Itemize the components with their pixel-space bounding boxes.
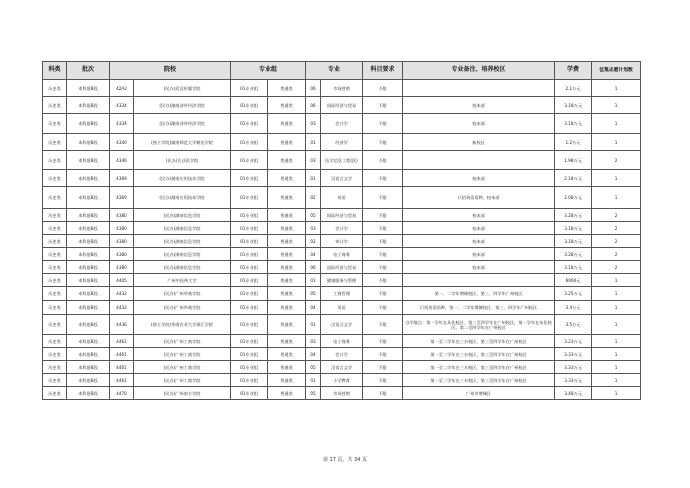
major-name-cell: 国际经济与贸易	[321, 209, 363, 222]
header-institution: 院校	[110, 62, 231, 80]
subject-category-cell: 历史类	[43, 235, 67, 248]
subject-requirement-cell: 不限	[363, 222, 403, 235]
tuition-cell: 2.18万元	[555, 170, 592, 187]
tuition-cell: 3.33万元	[555, 361, 592, 374]
subject-category-cell: 历史类	[43, 222, 67, 235]
batch-cell: 本科批B段	[67, 80, 110, 97]
major-notes-cell: 校本部	[403, 97, 555, 114]
enrollment-type-cell: 普通类	[268, 80, 306, 97]
major-group-cell: 01专业组	[231, 261, 268, 274]
tuition-cell: 3.23万元	[555, 335, 592, 348]
major-notes-cell: 只招英语语种，第一、二学年增城校区，第三、四学年广州校区	[403, 301, 555, 315]
tuition-cell: 3.18万元	[555, 97, 592, 114]
table-row	[43, 97, 641, 114]
subject-requirement-cell: 不限	[363, 248, 403, 261]
institution-name-cell: (民办)湖南信息学院	[134, 261, 231, 274]
major-notes-cell: 校本部	[403, 114, 555, 134]
subject-requirement-cell: 不限	[363, 274, 403, 287]
subject-category-cell: 历史类	[43, 387, 67, 400]
enrollment-type-cell: 普通类	[268, 287, 306, 301]
institution-code-cell: 4380	[110, 235, 134, 248]
subject-requirement-cell: 不限	[363, 301, 403, 315]
enrollment-type-cell: 普通类	[268, 361, 306, 374]
major-notes-cell: 只招英语语种，校本部	[403, 187, 555, 209]
major-name-cell: 英语	[321, 187, 363, 209]
major-name-cell: 电子商务	[321, 248, 363, 261]
major-notes-cell: 第一至二学年在三水校区，第三至四学年在广州校区	[403, 374, 555, 387]
major-code-cell: 04	[306, 348, 321, 361]
table-row	[43, 209, 641, 222]
institution-name-cell: (民办)广州工商学院	[134, 374, 231, 387]
subject-requirement-cell: 不限	[363, 315, 403, 335]
enrollment-type-cell: 普通类	[268, 335, 306, 348]
table-row	[43, 114, 641, 134]
institution-code-cell: 4380	[110, 222, 134, 235]
major-name-cell: 会计学	[321, 222, 363, 235]
major-code-cell: 06	[306, 97, 321, 114]
major-name-cell: 汉语言文学	[321, 361, 363, 374]
institution-code-cell: 4369	[110, 187, 134, 209]
subject-requirement-cell: 不限	[363, 80, 403, 97]
major-name-cell: 健康服务与管理	[321, 274, 363, 287]
subject-requirement-cell: 不限	[363, 335, 403, 348]
subject-category-cell: 历史类	[43, 335, 67, 348]
major-code-cell: 03	[306, 335, 321, 348]
institution-name-cell: (民办)湖南涉外经济学院	[134, 97, 231, 114]
table-row	[43, 387, 641, 400]
batch-cell: 本科批B段	[67, 187, 110, 209]
enrollment-type-cell: 普通类	[268, 348, 306, 361]
subject-requirement-cell: 不限	[363, 235, 403, 248]
tuition-cell: 3.25万元	[555, 287, 592, 301]
major-name-cell: 国际经济与贸易	[321, 261, 363, 274]
major-group-cell: 01专业组	[231, 134, 268, 151]
table-row	[43, 315, 641, 335]
major-group-cell: 01专业组	[231, 361, 268, 374]
plan-count-cell: 1	[592, 348, 641, 361]
batch-cell: 本科批B段	[67, 114, 110, 134]
major-name-cell: 会计学	[321, 114, 363, 134]
table-row	[43, 301, 641, 315]
institution-name-cell: (民办)湖南信息学院	[134, 235, 231, 248]
tuition-cell: 3.4万元	[555, 301, 592, 315]
tuition-cell: 1.98万元	[555, 151, 592, 170]
subject-requirement-cell: 不限	[363, 170, 403, 187]
major-notes-cell	[403, 274, 555, 287]
subject-category-cell: 历史类	[43, 114, 67, 134]
batch-cell: 本科批B段	[67, 222, 110, 235]
header-tuition: 学费	[555, 62, 592, 80]
major-code-cell: 01	[306, 274, 321, 287]
major-code-cell: 05	[306, 361, 321, 374]
tuition-cell: 6060元	[555, 274, 592, 287]
institution-name-cell: (民办)广州工商学院	[134, 361, 231, 374]
enrollment-type-cell: 普通类	[268, 114, 306, 134]
major-name-cell: 工商管理	[321, 287, 363, 301]
batch-cell: 本科批B段	[67, 374, 110, 387]
batch-cell: 本科批B段	[67, 261, 110, 274]
plan-count-cell: 1	[592, 287, 641, 301]
plan-count-cell: 1	[592, 274, 641, 287]
table-row	[43, 348, 641, 361]
subject-category-cell: 历史类	[43, 361, 67, 374]
enrollment-type-cell: 普通类	[268, 315, 306, 335]
major-name-cell: 小学教育	[321, 374, 363, 387]
table-row	[43, 335, 641, 348]
major-name-cell: 市场营销	[321, 387, 363, 400]
subject-category-cell: 历史类	[43, 209, 67, 222]
subject-requirement-cell: 不限	[363, 134, 403, 151]
enrollment-type-cell: 普通类	[268, 387, 306, 400]
table-row	[43, 274, 641, 287]
major-code-cell: 01	[306, 170, 321, 187]
tuition-cell: 3.18万元	[555, 261, 592, 274]
header-subject-category: 科类	[43, 62, 67, 80]
institution-code-cell: 4380	[110, 248, 134, 261]
header-subject-requirement: 科目要求	[363, 62, 403, 80]
major-code-cell: 01	[306, 374, 321, 387]
institution-name-cell: (独立学院)华南农业大学珠江学院	[134, 315, 231, 335]
major-code-cell: 01	[306, 134, 321, 151]
institution-code-cell: 4461	[110, 374, 134, 387]
major-code-cell: 03	[306, 114, 321, 134]
enrollment-type-cell: 普通类	[268, 222, 306, 235]
major-name-cell: 英语	[321, 301, 363, 315]
institution-code-cell: 4461	[110, 348, 134, 361]
table-row	[43, 151, 641, 170]
major-notes-cell: 第一至二学年在三水校区，第三至四学年在广州校区	[403, 348, 555, 361]
major-notes-cell: 第一至二学年在三水校区，第三至四学年在广州校区	[403, 335, 555, 348]
batch-cell: 本科批B段	[67, 97, 110, 114]
major-code-cell: 03	[306, 151, 321, 170]
table-row	[43, 170, 641, 187]
enrollment-type-cell: 普通类	[268, 151, 306, 170]
major-group-cell: 01专业组	[231, 287, 268, 301]
major-group-cell: 01专业组	[231, 301, 268, 315]
major-notes-cell: 办学地点：第一学年在从化校区，第二至四学年在广州校区，第一学年在从化校区，第二至四学年在广州校区	[403, 315, 555, 335]
major-group-cell: 01专业组	[231, 235, 268, 248]
major-code-cell: 04	[306, 248, 321, 261]
major-code-cell: 06	[306, 261, 321, 274]
major-code-cell: 05	[306, 287, 321, 301]
table-row	[43, 134, 641, 151]
header-major-group: 专业组	[231, 62, 306, 80]
header-plan-count: 征集志愿计划数	[592, 62, 641, 80]
tuition-cell: 1.2万元	[555, 134, 592, 151]
enrollment-type-cell: 普通类	[268, 235, 306, 248]
plan-count-cell: 2	[592, 222, 641, 235]
major-group-cell: 01专业组	[231, 97, 268, 114]
enrollment-type-cell: 普通类	[268, 274, 306, 287]
institution-name-cell: (民办)广州工商学院	[134, 335, 231, 348]
institution-code-cell: 4470	[110, 387, 134, 400]
institution-code-cell: 4432	[110, 301, 134, 315]
major-name-cell: 电子商务	[321, 335, 363, 348]
subject-category-cell: 历史类	[43, 80, 67, 97]
subject-category-cell: 历史类	[43, 97, 67, 114]
institution-name-cell: (民办)广州华商学院	[134, 287, 231, 301]
plan-count-cell: 2	[592, 151, 641, 170]
major-code-cell: 06	[306, 80, 321, 97]
enrollment-type-cell: 普通类	[268, 97, 306, 114]
batch-cell: 本科批B段	[67, 134, 110, 151]
subject-requirement-cell: 不限	[363, 374, 403, 387]
plan-count-cell: 1	[592, 335, 641, 348]
major-group-cell: 01专业组	[231, 80, 268, 97]
major-group-cell: 01专业组	[231, 151, 268, 170]
institution-code-cell: 4461	[110, 335, 134, 348]
plan-count-cell: 1	[592, 387, 641, 400]
institution-code-cell: 4369	[110, 170, 134, 187]
tuition-cell: 3.18万元	[555, 222, 592, 235]
header-major: 专业	[306, 62, 363, 80]
subject-category-cell: 历史类	[43, 287, 67, 301]
plan-count-cell: 1	[592, 374, 641, 387]
major-notes-cell: 校本部	[403, 222, 555, 235]
subject-requirement-cell: 不限	[363, 387, 403, 400]
institution-name-cell: 广州中医药大学	[134, 274, 231, 287]
major-notes-cell	[403, 151, 555, 170]
subject-category-cell: 历史类	[43, 274, 67, 287]
page-number-footer: 第 17 页，共 34 页	[322, 457, 368, 463]
major-group-cell: 01专业组	[231, 274, 268, 287]
batch-cell: 本科批B段	[67, 335, 110, 348]
tuition-cell: 3.5万元	[555, 315, 592, 335]
batch-cell: 本科批B段	[67, 274, 110, 287]
subject-category-cell: 历史类	[43, 248, 67, 261]
batch-cell: 本科批B段	[67, 315, 110, 335]
subject-category-cell: 历史类	[43, 261, 67, 274]
header-batch: 批次	[67, 62, 110, 80]
subject-requirement-cell: 不限	[363, 187, 403, 209]
enrollment-type-cell: 普通类	[268, 374, 306, 387]
enrollment-type-cell: 普通类	[268, 187, 306, 209]
tuition-cell: 3.48万元	[555, 387, 592, 400]
institution-code-cell: 4380	[110, 261, 134, 274]
table-row	[43, 248, 641, 261]
plan-count-cell: 1	[592, 80, 641, 97]
major-notes-cell: 新校区	[403, 134, 555, 151]
major-group-cell: 01专业组	[231, 248, 268, 261]
major-code-cell: 02	[306, 187, 321, 209]
table-row	[43, 187, 641, 209]
major-name-cell: 汉语言文学	[321, 315, 363, 335]
major-code-cell: 04	[306, 301, 321, 315]
institution-name-cell: (民办)湖南应用技术学院	[134, 170, 231, 187]
batch-cell: 本科批B段	[67, 209, 110, 222]
batch-cell: 本科批B段	[67, 361, 110, 374]
tuition-cell: 3.18万元	[555, 235, 592, 248]
institution-name-cell: (民办)武汉传媒学院	[134, 80, 231, 97]
batch-cell: 本科批B段	[67, 287, 110, 301]
major-name-cell: 市场营销	[321, 80, 363, 97]
subject-requirement-cell: 不限	[363, 361, 403, 374]
plan-count-cell: 1	[592, 315, 641, 335]
major-notes-cell	[403, 80, 555, 97]
major-name-cell: 审计学	[321, 235, 363, 248]
institution-code-cell: 4432	[110, 287, 134, 301]
batch-cell: 本科批B段	[67, 387, 110, 400]
plan-count-cell: 1	[592, 187, 641, 209]
subject-category-cell: 历史类	[43, 348, 67, 361]
major-code-cell: 05	[306, 387, 321, 400]
major-notes-cell: 校本部	[403, 209, 555, 222]
institution-name-cell: (民办)广州南方学院	[134, 387, 231, 400]
subject-requirement-cell: 不限	[363, 209, 403, 222]
plan-count-cell: 2	[592, 235, 641, 248]
major-notes-cell: 校本部	[403, 235, 555, 248]
major-code-cell: 03	[306, 222, 321, 235]
major-notes-cell: 第一、二学年增城校区，第三、四学年广州校区	[403, 287, 555, 301]
institution-code-cell: 4334	[110, 114, 134, 134]
institution-code-cell: 4461	[110, 361, 134, 374]
institution-name-cell: (民办)湖南涉外经济学院	[134, 114, 231, 134]
subject-requirement-cell: 不限	[363, 287, 403, 301]
header-major-notes: 专业备注、培养校区	[403, 62, 555, 80]
institution-name-cell: (民办)湖南应用技术学院	[134, 187, 231, 209]
major-group-cell: 01专业组	[231, 222, 268, 235]
tuition-cell: 3.18万元	[555, 114, 592, 134]
major-name-cell: 汉语言文学	[321, 170, 363, 187]
major-group-cell: 01专业组	[231, 114, 268, 134]
major-group-cell: 01专业组	[231, 387, 268, 400]
subject-category-cell: 历史类	[43, 301, 67, 315]
tuition-cell: 3.28万元	[555, 209, 592, 222]
plan-count-cell: 1	[592, 361, 641, 374]
enrollment-type-cell: 普通类	[268, 209, 306, 222]
enrollment-type-cell: 普通类	[268, 134, 306, 151]
institution-name-cell: (独立学院)湖南师范大学树达学院	[134, 134, 231, 151]
subject-category-cell: 历史类	[43, 134, 67, 151]
table-row	[43, 361, 641, 374]
institution-name-cell: (民办)广州华商学院	[134, 301, 231, 315]
plan-count-cell: 1	[592, 114, 641, 134]
major-name-cell: 会计学	[321, 348, 363, 361]
institution-code-cell: 4380	[110, 209, 134, 222]
major-notes-cell: 校本部	[403, 261, 555, 274]
institution-code-cell: 4346	[110, 151, 134, 170]
table-row	[43, 80, 641, 97]
subject-requirement-cell: 不限	[363, 97, 403, 114]
tuition-cell: 3.33万元	[555, 348, 592, 361]
plan-count-cell: 1	[592, 301, 641, 315]
institution-code-cell: 4405	[110, 274, 134, 287]
institution-name-cell: (民办)湖南信息学院	[134, 248, 231, 261]
table-row	[43, 374, 641, 387]
major-code-cell: 05	[306, 209, 321, 222]
table-row	[43, 261, 641, 274]
major-group-cell: 01专业组	[231, 170, 268, 187]
subject-category-cell: 历史类	[43, 315, 67, 335]
subject-category-cell: 历史类	[43, 187, 67, 209]
plan-count-cell: 2	[592, 261, 641, 274]
major-name-cell: 医学信息工程(医)	[321, 151, 363, 170]
batch-cell: 本科批B段	[67, 235, 110, 248]
table-row	[43, 287, 641, 301]
subject-category-cell: 历史类	[43, 374, 67, 387]
major-group-cell: 01专业组	[231, 348, 268, 361]
plan-count-cell: 2	[592, 248, 641, 261]
major-group-cell: 01专业组	[231, 315, 268, 335]
institution-code-cell: 4340	[110, 134, 134, 151]
tuition-cell: 2.1万元	[555, 80, 592, 97]
subject-category-cell: 历史类	[43, 151, 67, 170]
major-group-cell: 01专业组	[231, 187, 268, 209]
subject-requirement-cell: 不限	[363, 151, 403, 170]
major-notes-cell: 广州市增城区	[403, 387, 555, 400]
plan-count-cell: 1	[592, 97, 641, 114]
major-code-cell: 01	[306, 315, 321, 335]
institution-name-cell: (民办)湖南信息学院	[134, 209, 231, 222]
batch-cell: 本科批B段	[67, 170, 110, 187]
subject-requirement-cell: 不限	[363, 114, 403, 134]
institution-name-cell: (民办)长沙医学院	[134, 151, 231, 170]
institution-code-cell: 4334	[110, 97, 134, 114]
table-header-row	[43, 62, 641, 80]
batch-cell: 本科批B段	[67, 348, 110, 361]
subject-category-cell: 历史类	[43, 170, 67, 187]
major-name-cell: 经济学	[321, 134, 363, 151]
batch-cell: 本科批B段	[67, 301, 110, 315]
table-row	[43, 235, 641, 248]
subject-requirement-cell: 不限	[363, 348, 403, 361]
plan-count-cell: 1	[592, 170, 641, 187]
batch-cell: 本科批B段	[67, 248, 110, 261]
major-group-cell: 01专业组	[231, 209, 268, 222]
plan-count-cell: 2	[592, 209, 641, 222]
table-row	[43, 222, 641, 235]
plan-count-cell: 1	[592, 134, 641, 151]
major-notes-cell: 第一至二学年在三水校区，第三至四学年在广州校区	[403, 361, 555, 374]
major-code-cell: 02	[306, 235, 321, 248]
major-group-cell: 01专业组	[231, 335, 268, 348]
batch-cell: 本科批B段	[67, 151, 110, 170]
institution-name-cell: (民办)广州工商学院	[134, 348, 231, 361]
tuition-cell: 3.33万元	[555, 374, 592, 387]
subject-requirement-cell: 不限	[363, 261, 403, 274]
major-group-cell: 01专业组	[231, 374, 268, 387]
tuition-cell: 3.28万元	[555, 248, 592, 261]
enrollment-type-cell: 普通类	[268, 170, 306, 187]
institution-name-cell: (民办)湖南信息学院	[134, 222, 231, 235]
major-notes-cell: 校本部	[403, 248, 555, 261]
enrollment-type-cell: 普通类	[268, 301, 306, 315]
tuition-cell: 2.08万元	[555, 187, 592, 209]
major-notes-cell: 校本部	[403, 170, 555, 187]
admissions-table	[42, 61, 641, 400]
enrollment-type-cell: 普通类	[268, 261, 306, 274]
enrollment-type-cell: 普通类	[268, 248, 306, 261]
major-name-cell: 国际经济与贸易	[321, 97, 363, 114]
institution-code-cell: 42A2	[110, 80, 134, 97]
institution-code-cell: 4436	[110, 315, 134, 335]
